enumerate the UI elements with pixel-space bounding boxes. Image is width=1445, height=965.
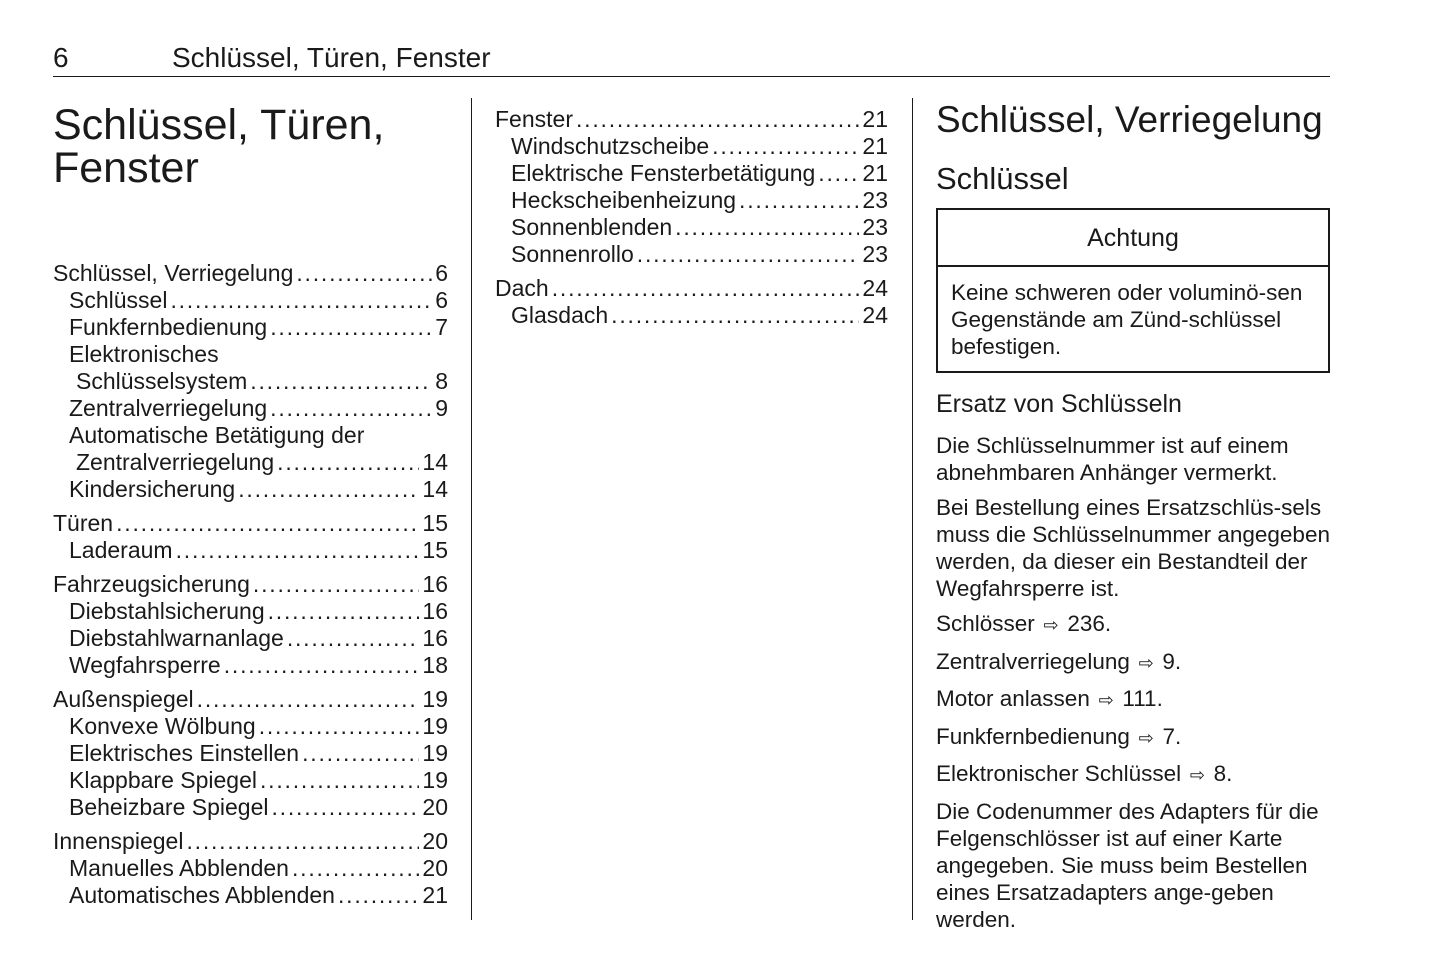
- page-header: [53, 40, 1330, 77]
- toc-entry[interactable]: Diebstahlwarnanlage . . . 16: [53, 625, 448, 652]
- toc-entry[interactable]: Sonnenrollo . . . 23: [495, 241, 888, 268]
- toc-entry[interactable]: Schlüssel . . . 6: [53, 287, 448, 314]
- warning-box: [936, 208, 1330, 373]
- table-of-contents-continued: [495, 106, 888, 329]
- paragraph: Die Schlüsselnummer ist auf einem abnehmbaren Anhänger vermerkt.: [936, 433, 1289, 485]
- subsection-title: Schlüssel: [936, 161, 1069, 196]
- column-divider: [471, 98, 472, 920]
- section-title: Schlüssel, Verriegelung: [936, 99, 1323, 140]
- toc-entry[interactable]: Laderaum . . . 15: [53, 537, 448, 564]
- toc-entry[interactable]: Manuelles Abblenden . . . 20: [53, 855, 448, 882]
- cross-reference[interactable]: Schlösser ⇨ 236.: [936, 610, 1330, 639]
- paragraph: Die Codenummer des Adapters für die Felgenschlösser ist auf einer Karte angegeben. Sie muss beim Bestellen eines Ersatzadapters ange-geben werden.: [936, 798, 1319, 932]
- table-of-contents: [53, 260, 448, 909]
- toc-entry-continued[interactable]: Zentralverriegelung . . . 14: [53, 449, 448, 476]
- toc-column-2: [495, 106, 888, 329]
- toc-entry[interactable]: Kindersicherung . . . 14: [53, 476, 448, 503]
- toc-entry[interactable]: Fahrzeugsicherung . . . 16: [53, 571, 448, 598]
- toc-entry[interactable]: Türen . . . 15: [53, 510, 448, 537]
- toc-entry[interactable]: Zentralverriegelung . . . 9: [53, 395, 448, 422]
- toc-entry[interactable]: Heckscheibenheizung . . . 23: [495, 187, 888, 214]
- toc-entry[interactable]: Schlüssel, Verriegelung . . . 6: [53, 260, 448, 287]
- paragraph: Bei Bestellung eines Ersatzschlüs-sels muss die Schlüsselnummer angegeben werden, da dieser ein Bestandteil der Wegfahrsperre ist.: [936, 495, 1330, 601]
- toc-entry[interactable]: Beheizbare Spiegel . . . 20: [53, 794, 448, 821]
- toc-entry-continued[interactable]: Schlüsselsystem . . . 8: [53, 368, 448, 395]
- header-title: Schlüssel, Türen, Fenster: [172, 42, 491, 73]
- toc-entry[interactable]: Funkfernbedienung . . . 7: [53, 314, 448, 341]
- cross-reference[interactable]: Zentralverriegelung ⇨ 9.: [936, 648, 1330, 677]
- page-number: 6: [53, 42, 69, 73]
- warning-text: Keine schweren oder voluminö-sen Gegenstände am Zünd-schlüssel befestigen.: [951, 280, 1303, 359]
- toc-entry[interactable]: Diebstahlsicherung . . . 16: [53, 598, 448, 625]
- toc-entry[interactable]: Elektrisches Einstellen . . . 19: [53, 740, 448, 767]
- toc-entry[interactable]: Dach . . . 24: [495, 275, 888, 302]
- toc-entry[interactable]: Elektrische Fensterbetätigung . . . 21: [495, 160, 888, 187]
- toc-entry[interactable]: Innenspiegel . . . 20: [53, 828, 448, 855]
- toc-column-1: [53, 100, 448, 909]
- column-divider: [912, 98, 913, 920]
- content-column: [936, 98, 1330, 941]
- reference-arrow-icon: ⇨: [1138, 727, 1154, 748]
- cross-reference[interactable]: Motor anlassen ⇨ 111.: [936, 685, 1330, 714]
- toc-entry[interactable]: Konvexe Wölbung . . . 19: [53, 713, 448, 740]
- replacement-keys-heading: Ersatz von Schlüsseln: [936, 390, 1182, 418]
- reference-arrow-icon: ⇨: [1138, 652, 1154, 673]
- toc-entry[interactable]: Elektronisches: [69, 341, 219, 367]
- toc-entry[interactable]: Automatische Betätigung der: [69, 422, 365, 448]
- toc-entry[interactable]: Glasdach . . . 24: [495, 302, 888, 329]
- toc-entry[interactable]: Wegfahrsperre . . . 18: [53, 652, 448, 679]
- reference-arrow-icon: ⇨: [1043, 615, 1059, 635]
- reference-arrow-icon: ⇨: [1189, 765, 1205, 785]
- toc-entry[interactable]: Klappbare Spiegel . . . 19: [53, 767, 448, 794]
- chapter-title-line1: Schlüssel, Türen,: [53, 101, 385, 149]
- chapter-title-line2: Fenster: [53, 144, 199, 192]
- toc-entry[interactable]: Automatisches Abblenden . . . 21: [53, 882, 448, 909]
- toc-entry[interactable]: Fenster . . . 21: [495, 106, 888, 133]
- toc-entry[interactable]: Sonnenblenden . . . 23: [495, 214, 888, 241]
- toc-entry[interactable]: Außenspiegel . . . 19: [53, 686, 448, 713]
- warning-heading: Achtung: [938, 210, 1328, 267]
- cross-reference[interactable]: Elektronischer Schlüssel ⇨ 8.: [936, 760, 1330, 789]
- chapter-title: [53, 101, 448, 192]
- reference-arrow-icon: ⇨: [1098, 690, 1114, 710]
- toc-entry[interactable]: Windschutzscheibe . . . 21: [495, 133, 888, 160]
- cross-reference[interactable]: Funkfernbedienung ⇨ 7.: [936, 723, 1330, 752]
